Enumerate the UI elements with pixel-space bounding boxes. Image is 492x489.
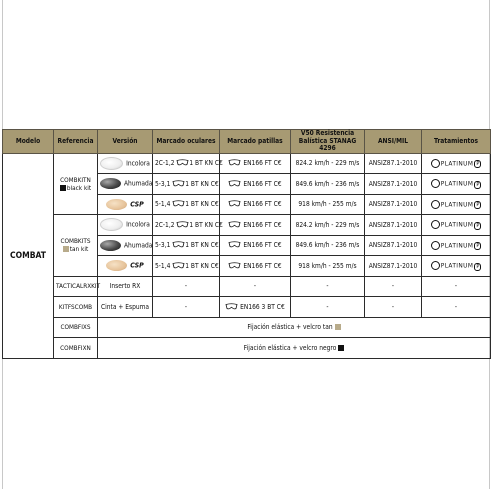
oculares-code: 5-1,4 xyxy=(155,200,171,209)
version-label: Incolora xyxy=(126,159,150,168)
ansi-cell: ANSIZ87.1-2010 xyxy=(365,215,422,236)
table-row xyxy=(3,153,491,174)
lens-csp-image xyxy=(106,199,127,210)
oculares-cell xyxy=(153,256,220,277)
oculares-suffix: 1 BT KN xyxy=(189,159,213,168)
patillas-cell xyxy=(220,215,291,236)
ce-mark: C€ xyxy=(210,241,219,250)
goggle-icon xyxy=(225,303,238,310)
platinum-word: PLATINUM xyxy=(440,159,474,167)
tratamiento-cell xyxy=(422,215,491,236)
ce-mark: C€ xyxy=(273,159,282,168)
reference-cell: COMBFIXN xyxy=(54,338,98,359)
col-marcado-oculares: Marcado oculares xyxy=(153,130,220,154)
oculares-cell: - xyxy=(153,297,220,318)
oculares-cell xyxy=(153,215,223,236)
reference-cell: TACTICALRXKIT xyxy=(54,276,98,297)
patillas-code: EN166 FT xyxy=(243,179,272,188)
lens-smoke-image xyxy=(100,240,121,251)
goggle-icon xyxy=(176,221,189,228)
v50-cell: 824.2 km/h - 229 m/s xyxy=(291,153,365,174)
platinum-p-badge: P xyxy=(476,161,480,167)
ce-mark: C€ xyxy=(210,179,219,188)
col-marcado-patillas: Marcado patillas xyxy=(220,130,291,154)
reference-kit-label: black kit xyxy=(66,183,92,192)
color-swatch xyxy=(338,345,344,351)
ce-mark: C€ xyxy=(210,200,219,209)
version-cell xyxy=(98,194,153,215)
v50-cell: - xyxy=(291,276,365,297)
goggle-icon xyxy=(172,262,185,269)
lens-clear-image xyxy=(100,218,123,231)
description-text: Fijación elástica + velcro tan xyxy=(247,323,333,332)
goggle-icon xyxy=(172,241,185,248)
reference-cell: COMBFIXS xyxy=(54,317,98,338)
platinum-logo-icon xyxy=(431,261,440,270)
ce-mark: C€ xyxy=(214,159,223,168)
v50-cell: 918 km/h - 255 m/s xyxy=(291,256,365,277)
ansi-cell: ANSIZ87.1-2010 xyxy=(365,153,422,174)
lens-clear-image xyxy=(100,157,123,170)
v50-cell: 849.6 km/h - 236 m/s xyxy=(291,235,365,256)
v50-cell: 918 km/h - 255 m/s xyxy=(291,194,365,215)
platinum-logo-icon xyxy=(431,241,440,250)
goggle-icon xyxy=(228,200,241,207)
color-swatch xyxy=(335,324,341,330)
platinum-logo-icon xyxy=(431,159,440,168)
patillas-code: EN166 3 BT xyxy=(240,302,275,311)
patillas-code: EN166 FT xyxy=(243,220,272,229)
oculares-code: 2C-1,2 xyxy=(155,159,175,168)
ce-mark: C€ xyxy=(273,261,282,270)
platinum-p-badge: P xyxy=(476,243,480,249)
goggle-icon xyxy=(228,221,241,228)
goggle-icon xyxy=(228,241,241,248)
patillas-cell xyxy=(220,235,291,256)
goggle-icon xyxy=(172,180,185,187)
goggle-icon xyxy=(228,180,241,187)
platinum-word: PLATINUM xyxy=(440,241,474,249)
platinum-word: PLATINUM xyxy=(440,200,474,208)
platinum-mark xyxy=(431,221,441,229)
tratamiento-cell xyxy=(422,194,491,215)
oculares-code: 2C-1,2 xyxy=(155,220,175,229)
platinum-p-badge: P xyxy=(476,181,480,188)
oculares-suffix: 1 BT KN xyxy=(189,220,213,229)
patillas-cell xyxy=(220,194,291,215)
tratamiento-cell xyxy=(422,235,491,256)
version-cell: Inserto RX xyxy=(98,276,153,297)
csp-logo: CSP xyxy=(130,261,144,270)
patillas-code: EN166 FT xyxy=(243,261,272,270)
trat-cell: - xyxy=(422,297,491,318)
v50-cell: 824.2 km/h - 229 m/s xyxy=(291,215,365,236)
version-label: Ahumada xyxy=(124,241,153,250)
ce-mark: C€ xyxy=(214,220,223,229)
platinum-p-badge: P xyxy=(476,202,480,208)
oculares-cell: - xyxy=(153,276,220,297)
description-cell xyxy=(98,317,491,338)
goggle-icon xyxy=(176,159,189,166)
platinum-mark xyxy=(431,180,441,188)
platinum-logo-icon xyxy=(431,179,440,188)
trat-cell: - xyxy=(422,276,491,297)
oculares-cell xyxy=(153,194,220,215)
table-row xyxy=(3,338,491,359)
oculares-code: 5-3,1 xyxy=(155,179,171,188)
patillas-cell xyxy=(220,256,291,277)
tratamiento-cell xyxy=(422,174,491,195)
ansi-cell: - xyxy=(365,297,422,318)
platinum-mark xyxy=(431,262,441,270)
version-label: Ahumada xyxy=(124,179,153,188)
ce-mark: C€ xyxy=(273,179,282,188)
patillas-cell xyxy=(220,297,291,318)
oculares-suffix: 1 BT KN xyxy=(185,241,209,250)
patillas-cell xyxy=(220,153,291,174)
reference-cell xyxy=(54,215,98,277)
version-cell xyxy=(98,256,153,277)
version-cell: Cinta + Espuma xyxy=(98,297,153,318)
tratamiento-cell xyxy=(422,153,491,174)
ce-mark: C€ xyxy=(210,261,219,270)
goggle-icon xyxy=(228,159,241,166)
patillas-cell xyxy=(220,174,291,195)
lens-csp-image xyxy=(106,260,127,271)
platinum-logo-icon xyxy=(431,200,440,209)
ansi-cell: ANSIZ87.1-2010 xyxy=(365,256,422,277)
patillas-cell: - xyxy=(220,276,291,297)
oculares-cell xyxy=(153,174,220,195)
v50-line1: V50 Resistencia xyxy=(300,129,355,137)
col-referencia: Referencia xyxy=(54,130,98,154)
v50-cell: 849.6 km/h - 236 m/s xyxy=(291,174,365,195)
ansi-cell: ANSIZ87.1-2010 xyxy=(365,235,422,256)
version-cell xyxy=(98,153,153,174)
platinum-mark xyxy=(431,159,441,167)
col-ansi: ANSI/MIL xyxy=(365,130,422,154)
tratamiento-cell xyxy=(422,256,491,277)
patillas-code: EN166 FT xyxy=(243,200,272,209)
v50-line2: Balística STANAG 4296 xyxy=(298,136,357,152)
patillas-code: EN166 FT xyxy=(243,159,272,168)
version-cell xyxy=(98,215,153,236)
goggle-icon xyxy=(172,200,185,207)
platinum-p-badge: P xyxy=(476,263,480,270)
table-row xyxy=(3,317,491,338)
table-row xyxy=(3,297,491,318)
model-cell: COMBAT xyxy=(3,153,54,358)
oculares-suffix: 1 BT KN xyxy=(185,200,209,209)
ce-mark: C€ xyxy=(273,200,282,209)
header-row xyxy=(3,130,491,154)
platinum-logo-icon xyxy=(431,220,440,229)
color-swatch xyxy=(63,246,69,252)
patillas-code: EN166 FT xyxy=(243,241,272,250)
lens-smoke-image xyxy=(100,178,121,189)
oculares-cell xyxy=(153,235,220,256)
version-cell xyxy=(98,174,153,195)
col-v50 xyxy=(291,130,365,154)
col-modelo: Modelo xyxy=(3,130,54,154)
platinum-word: PLATINUM xyxy=(440,261,474,270)
col-version: Versión xyxy=(98,130,153,154)
ansi-cell: ANSIZ87.1-2010 xyxy=(365,174,422,195)
color-swatch xyxy=(60,185,66,191)
reference-kit-label: tan kit xyxy=(69,245,89,254)
platinum-word: PLATINUM xyxy=(440,179,474,188)
goggle-icon xyxy=(228,262,241,269)
oculares-suffix: 1 BT KN xyxy=(185,261,209,270)
reference-code: COMBKITS xyxy=(60,237,91,246)
version-cell xyxy=(98,235,153,256)
ansi-cell: ANSIZ87.1-2010 xyxy=(365,194,422,215)
oculares-code: 5-3,1 xyxy=(155,241,171,250)
platinum-word: PLATINUM xyxy=(440,220,474,229)
reference-cell: KITFSCOMB xyxy=(54,297,98,318)
reference-cell xyxy=(54,153,98,215)
platinum-mark xyxy=(431,241,441,249)
table-row xyxy=(3,215,491,236)
table-row xyxy=(3,276,491,297)
version-label: Incolora xyxy=(126,220,150,229)
description-text: Fijación elástica + velcro negro xyxy=(243,343,337,352)
ansi-cell: - xyxy=(365,276,422,297)
platinum-p-badge: P xyxy=(476,222,480,229)
csp-logo: CSP xyxy=(130,200,144,209)
col-tratamientos: Tratamientos xyxy=(422,130,491,154)
ce-mark: C€ xyxy=(273,220,282,229)
ce-mark: C€ xyxy=(273,241,282,250)
oculares-cell xyxy=(153,153,223,174)
oculares-code: 5-1,4 xyxy=(155,261,171,270)
oculares-suffix: 1 BT KN xyxy=(185,179,209,188)
description-cell xyxy=(98,338,491,359)
reference-code: COMBKITN xyxy=(60,175,91,184)
v50-cell: - xyxy=(291,297,365,318)
ce-mark: C€ xyxy=(276,302,285,311)
spec-table xyxy=(2,129,491,359)
platinum-mark xyxy=(431,200,441,208)
